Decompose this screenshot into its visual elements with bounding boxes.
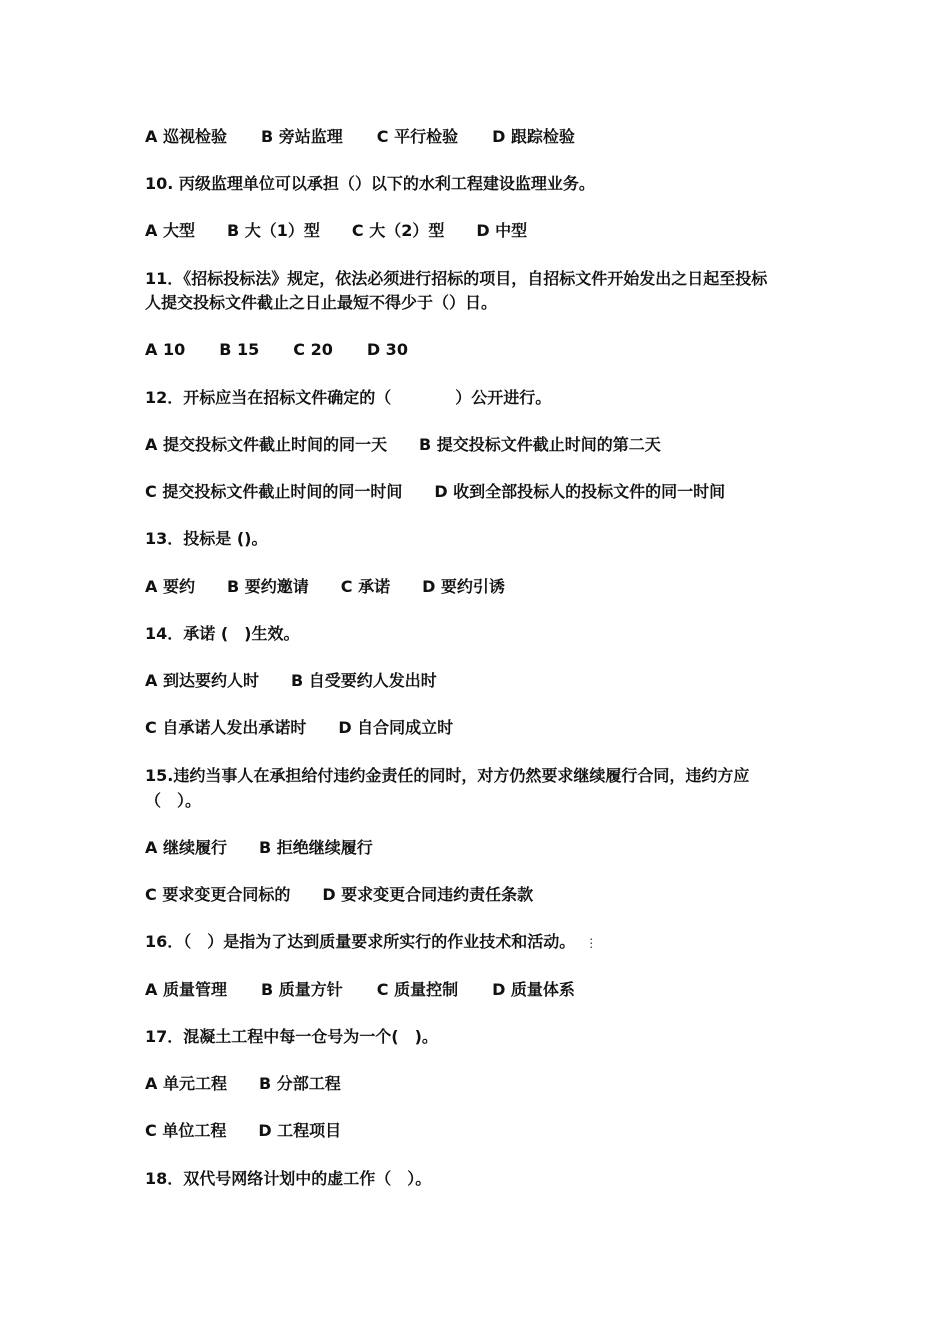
options-line (145, 1120, 341, 1142)
option-c: C 承诺 (340, 577, 391, 596)
option-a: A 大型 (145, 221, 195, 240)
option-d: D 收到全部投标人的投标文件的同一时间 (434, 482, 726, 501)
options-line (145, 717, 453, 739)
question-14: 14．承诺 ( )生效。 (145, 624, 300, 643)
options-line (145, 481, 725, 503)
option-b: B 拒绝继续履行 (258, 838, 373, 857)
option-a: A 要约 (145, 577, 195, 596)
option-a: A 单元工程 (145, 1074, 227, 1093)
option-b: B 大（1）型 (226, 221, 320, 240)
options-line (145, 434, 661, 456)
vertical-dots-icon: ⋮ (585, 936, 598, 950)
options-line (145, 339, 408, 361)
option-c: C 自承诺人发出承诺时 (145, 718, 307, 737)
option-d: D 质量体系 (492, 980, 575, 999)
option-c: C 大（2）型 (351, 221, 445, 240)
option-b: B 分部工程 (258, 1074, 341, 1093)
option-c: C 质量控制 (376, 980, 459, 999)
option-b: B 质量方针 (260, 980, 343, 999)
options-line (145, 220, 527, 242)
option-c: C 单位工程 (145, 1121, 227, 1140)
options-line (145, 837, 373, 859)
option-c: C 要求变更合同标的 (145, 885, 291, 904)
option-d: D 工程项目 (258, 1121, 342, 1140)
option-b: B 自受要约人发出时 (290, 671, 437, 690)
options-line (145, 670, 437, 692)
option-d: D 自合同成立时 (338, 718, 454, 737)
options-line (145, 576, 505, 598)
option-a: A 质量管理 (145, 980, 227, 999)
option-a: A 巡视检验 (145, 127, 227, 146)
question-11-line-2: 人提交投标文件截止之日止最短不得少于（）日。 (145, 293, 498, 312)
options-line (145, 979, 575, 1001)
option-a: A 提交投标文件截止时间的同一天 (145, 435, 387, 454)
option-b: B 提交投标文件截止时间的第二天 (418, 435, 661, 454)
question-10: 10. 丙级监理单位可以承担（）以下的水利工程建设监理业务。 (145, 174, 595, 193)
question-13: 13．投标是 ()。 (145, 529, 268, 548)
question-18: 18．双代号网络计划中的虚工作（ ）。 (145, 1169, 432, 1188)
option-d: D 要求变更合同违约责任条款 (322, 885, 534, 904)
option-a: A 到达要约人时 (145, 671, 259, 690)
options-line (145, 1073, 341, 1095)
question-12: 12．开标应当在招标文件确定的（ ）公开进行。 (145, 388, 552, 407)
options-line (145, 126, 575, 148)
question-17: 17．混凝土工程中每一仓号为一个( )。 (145, 1027, 438, 1046)
question-16-text: 16．（ ）是指为了达到质量要求所实行的作业技术和活动。 (145, 932, 576, 951)
option-b: B 旁站监理 (260, 127, 343, 146)
option-d: D 跟踪检验 (492, 127, 575, 146)
option-b: B 要约邀请 (226, 577, 309, 596)
option-c: C 提交投标文件截止时间的同一时间 (145, 482, 403, 501)
option-d: D 30 (366, 340, 408, 359)
question-15-line-2: （ ）。 (145, 791, 202, 810)
question-15-line-1: 15.违约当事人在承担给付违约金责任的同时，对方仍然要求继续履行合同，违约方应 (145, 766, 750, 785)
option-d: D 要约引诱 (422, 577, 505, 596)
option-b: B 15 (219, 340, 260, 359)
question-11-line-1: 11．《招标投标法》规定，依法必须进行招标的项目，自招标文件开始发出之日起至投标 (145, 269, 768, 288)
option-c: C 20 (293, 340, 333, 359)
option-d: D 中型 (476, 221, 528, 240)
option-c: C 平行检验 (376, 127, 459, 146)
option-a: A 10 (145, 340, 186, 359)
option-a: A 继续履行 (145, 838, 227, 857)
options-line (145, 884, 533, 906)
question-16 (145, 931, 597, 954)
